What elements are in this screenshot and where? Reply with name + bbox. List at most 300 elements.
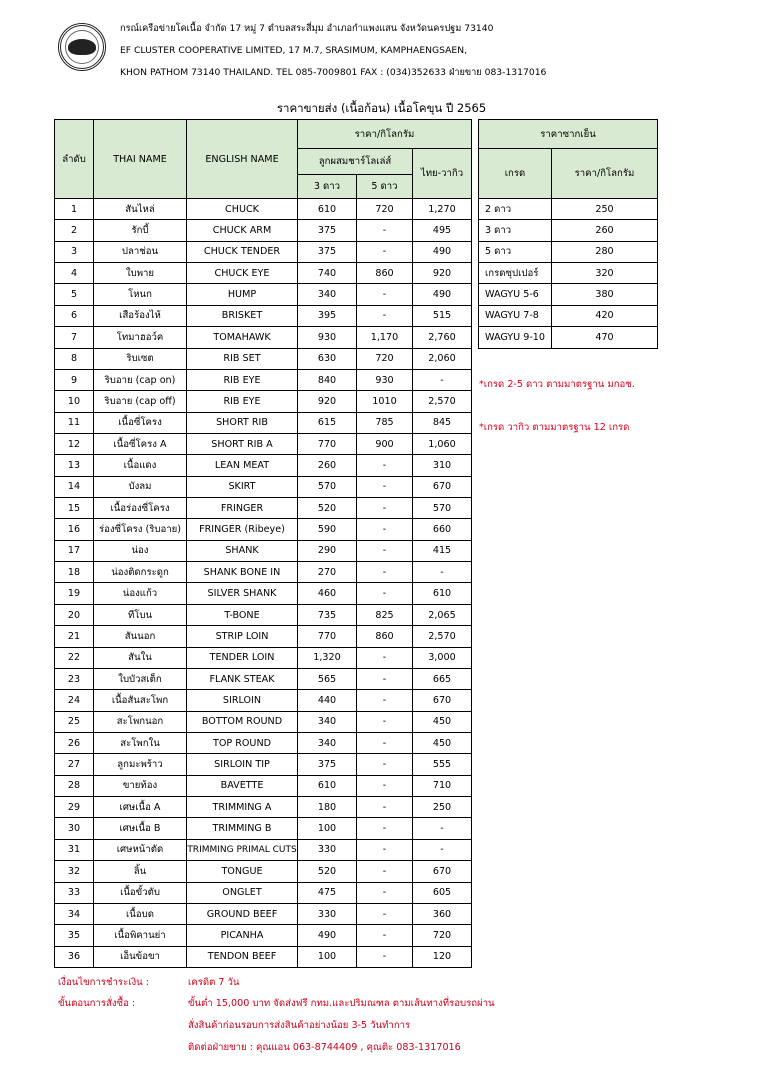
thai-name: ขายท้อง	[94, 775, 187, 796]
chilled-carcass-price-table	[478, 119, 658, 349]
row-no: 21	[55, 626, 94, 647]
thai-name: เนื้อขั้วตับ	[94, 882, 187, 903]
col-header-3-star: 3 ดาว	[298, 175, 357, 199]
row-no: 20	[55, 604, 94, 625]
english-name: TRIMMING B	[187, 818, 298, 839]
price-5-star: -	[357, 797, 413, 818]
price-thai-wagyu: 2,570	[413, 626, 472, 647]
price-5-star: -	[357, 647, 413, 668]
price-thai-wagyu: 605	[413, 882, 472, 903]
table-row	[55, 519, 472, 540]
row-no: 15	[55, 498, 94, 519]
price-3-star: 930	[298, 327, 357, 348]
thai-name: โหนก	[94, 284, 187, 305]
thai-name: สันนอก	[94, 626, 187, 647]
table-row	[55, 583, 472, 604]
row-no: 16	[55, 519, 94, 540]
thai-name: สะโพกใน	[94, 732, 187, 753]
row-no: 23	[55, 668, 94, 689]
price-thai-wagyu: -	[413, 562, 472, 583]
table-row	[55, 540, 472, 561]
thai-name: สันไหล่	[94, 199, 187, 220]
chilled-price: 320	[552, 263, 658, 284]
english-name: TRIMMING A	[187, 797, 298, 818]
english-name: TENDON BEEF	[187, 946, 298, 967]
table-row	[55, 348, 472, 369]
row-no: 17	[55, 540, 94, 561]
price-5-star: -	[357, 220, 413, 241]
price-5-star: -	[357, 519, 413, 540]
price-thai-wagyu: 450	[413, 732, 472, 753]
col-header-thai-name: THAI NAME	[94, 120, 187, 199]
table-row	[55, 305, 472, 326]
row-no: 30	[55, 818, 94, 839]
price-3-star: 340	[298, 711, 357, 732]
thai-name: เนื้อร่องซี่โครง	[94, 498, 187, 519]
order-steps-line2: สั่งสินค้าก่อนรอบการส่งสินค้าอย่างน้อย 3-5 วันทำการ	[188, 1020, 411, 1031]
table-row	[55, 946, 472, 967]
price-thai-wagyu: 670	[413, 476, 472, 497]
price-3-star: 440	[298, 690, 357, 711]
price-5-star: -	[357, 498, 413, 519]
chilled-table-title: ราคาซากเย็น	[479, 120, 658, 149]
table-row	[55, 903, 472, 924]
table-row	[55, 369, 472, 390]
price-3-star: 590	[298, 519, 357, 540]
col-header-thai-wagyu: ไทย-วากิว	[413, 149, 472, 199]
table-row	[55, 455, 472, 476]
price-thai-wagyu: 2,065	[413, 604, 472, 625]
grade: 5 ดาว	[479, 241, 552, 262]
row-no: 31	[55, 839, 94, 860]
thai-name: ริบอาย (cap off)	[94, 391, 187, 412]
price-3-star: 570	[298, 476, 357, 497]
thai-name: เศษเนื้อ B	[94, 818, 187, 839]
price-5-star: 900	[357, 433, 413, 454]
price-3-star: 340	[298, 732, 357, 753]
english-name: TOP ROUND	[187, 732, 298, 753]
price-3-star: 610	[298, 775, 357, 796]
grade-note-wagyu: *เกรด วากิว ตามมาตรฐาน 12 เกรด	[479, 422, 630, 433]
english-name: PICANHA	[187, 925, 298, 946]
row-no: 33	[55, 882, 94, 903]
table-row	[55, 861, 472, 882]
thai-name: เนื้อบด	[94, 903, 187, 924]
price-3-star: 770	[298, 626, 357, 647]
price-3-star: 340	[298, 284, 357, 305]
price-3-star: 100	[298, 946, 357, 967]
row-no: 2	[55, 220, 94, 241]
company-header	[58, 20, 748, 84]
price-3-star: 520	[298, 861, 357, 882]
price-5-star: -	[357, 668, 413, 689]
price-thai-wagyu: 2,760	[413, 327, 472, 348]
price-thai-wagyu: 495	[413, 220, 472, 241]
price-5-star: -	[357, 903, 413, 924]
table-row	[55, 925, 472, 946]
price-3-star: 565	[298, 668, 357, 689]
thai-name: น่อง	[94, 540, 187, 561]
table-row	[55, 476, 472, 497]
table-row	[55, 626, 472, 647]
english-name: FRINGER (Ribeye)	[187, 519, 298, 540]
price-5-star: -	[357, 732, 413, 753]
table-row	[55, 647, 472, 668]
wholesale-price-table	[54, 119, 472, 968]
thai-name: ร่องซี่โครง (ริบอาย)	[94, 519, 187, 540]
price-thai-wagyu: 120	[413, 946, 472, 967]
english-name: SKIRT	[187, 476, 298, 497]
thai-name: ทีโบน	[94, 604, 187, 625]
english-name: SHANK	[187, 540, 298, 561]
grade-note-stars: *เกรด 2-5 ดาว ตามมาตรฐาน มกอช.	[479, 379, 635, 390]
row-no: 12	[55, 433, 94, 454]
chilled-price: 420	[552, 305, 658, 326]
english-name: RIB EYE	[187, 391, 298, 412]
chilled-row	[479, 220, 658, 241]
price-thai-wagyu: 555	[413, 754, 472, 775]
thai-name: ริบอาย (cap on)	[94, 369, 187, 390]
price-3-star: 260	[298, 455, 357, 476]
price-3-star: 330	[298, 903, 357, 924]
price-3-star: 490	[298, 925, 357, 946]
price-thai-wagyu: 310	[413, 455, 472, 476]
col-header-5-star: 5 ดาว	[357, 175, 413, 199]
english-name: TONGUE	[187, 861, 298, 882]
price-3-star: 375	[298, 754, 357, 775]
price-thai-wagyu: 710	[413, 775, 472, 796]
row-no: 25	[55, 711, 94, 732]
price-5-star: -	[357, 305, 413, 326]
chilled-row	[479, 241, 658, 262]
price-thai-wagyu: 360	[413, 903, 472, 924]
english-name: HUMP	[187, 284, 298, 305]
chilled-price: 470	[552, 327, 658, 348]
table-row	[55, 284, 472, 305]
col-header-price-per-kg: ราคา/กิโลกรัม	[298, 120, 472, 149]
thai-name: เสือร้องไห้	[94, 305, 187, 326]
price-3-star: 395	[298, 305, 357, 326]
thai-name: เนื้อแดง	[94, 455, 187, 476]
price-3-star: 920	[298, 391, 357, 412]
thai-name: เนื้อสันสะโพก	[94, 690, 187, 711]
thai-name: เอ็นข้อขา	[94, 946, 187, 967]
thai-name: น่องติดกระดูก	[94, 562, 187, 583]
price-3-star: 770	[298, 433, 357, 454]
price-5-star: -	[357, 284, 413, 305]
chilled-price: 280	[552, 241, 658, 262]
row-no: 19	[55, 583, 94, 604]
price-3-star: 840	[298, 369, 357, 390]
thai-name: ปลาช่อน	[94, 241, 187, 262]
chilled-price: 260	[552, 220, 658, 241]
table-row	[55, 668, 472, 689]
price-5-star: -	[357, 241, 413, 262]
chilled-row	[479, 199, 658, 220]
price-thai-wagyu: 490	[413, 284, 472, 305]
english-name: STRIP LOIN	[187, 626, 298, 647]
price-thai-wagyu: -	[413, 818, 472, 839]
price-5-star: 720	[357, 199, 413, 220]
price-5-star: -	[357, 455, 413, 476]
price-thai-wagyu: 2,570	[413, 391, 472, 412]
thai-name: รักบี้	[94, 220, 187, 241]
payment-terms-label: เงื่อนไขการชำระเงิน :	[58, 977, 150, 988]
price-3-star: 270	[298, 562, 357, 583]
row-no: 22	[55, 647, 94, 668]
thai-name: สะโพกนอก	[94, 711, 187, 732]
price-3-star: 615	[298, 412, 357, 433]
order-steps-line1: ขั้นต่ำ 15,000 บาท จัดส่งฟรี กทม.และปริมณฑล ตามเส้นทางที่รอบรถผ่าน	[188, 998, 495, 1009]
col-header-no: ลำดับ	[55, 120, 94, 199]
price-3-star: 740	[298, 263, 357, 284]
table-row	[55, 775, 472, 796]
table-row	[55, 412, 472, 433]
english-name: CHUCK ARM	[187, 220, 298, 241]
thai-name: เนื้อซี่โครง A	[94, 433, 187, 454]
table-row	[55, 690, 472, 711]
table-row	[55, 327, 472, 348]
price-thai-wagyu: 670	[413, 861, 472, 882]
row-no: 10	[55, 391, 94, 412]
english-name: SHORT RIB	[187, 412, 298, 433]
english-name: BRISKET	[187, 305, 298, 326]
price-5-star: -	[357, 818, 413, 839]
price-thai-wagyu: 515	[413, 305, 472, 326]
price-5-star: 825	[357, 604, 413, 625]
price-thai-wagyu: 720	[413, 925, 472, 946]
price-3-star: 330	[298, 839, 357, 860]
row-no: 28	[55, 775, 94, 796]
page-title: ราคาขายส่ง (เนื้อก้อน) เนื้อโคขุน ปี 2565	[276, 101, 487, 115]
company-address-thai: กรณ์เครือข่ายโคเนื้อ จำกัด 17 หมู่ 7 ตำบลสระสี่มุม อำเภอกำแพงแสน จังหวัดนครปฐม 73140	[120, 23, 494, 34]
col-header-grade: เกรด	[479, 149, 552, 199]
price-5-star: -	[357, 690, 413, 711]
price-5-star: 1010	[357, 391, 413, 412]
grade: WAGYU 5-6	[479, 284, 552, 305]
row-no: 34	[55, 903, 94, 924]
price-3-star: 475	[298, 882, 357, 903]
table-row	[55, 711, 472, 732]
col-header-charolais: ลูกผสมชาร์โลเล่ส์	[298, 149, 413, 175]
row-no: 8	[55, 348, 94, 369]
row-no: 24	[55, 690, 94, 711]
grade: เกรดซุปเปอร์	[479, 263, 552, 284]
price-thai-wagyu: 415	[413, 540, 472, 561]
english-name: CHUCK TENDER	[187, 241, 298, 262]
english-name: LEAN MEAT	[187, 455, 298, 476]
thai-name: น่องแก้ว	[94, 583, 187, 604]
grade: WAGYU 9-10	[479, 327, 552, 348]
english-name: GROUND BEEF	[187, 903, 298, 924]
price-5-star: -	[357, 882, 413, 903]
price-5-star: -	[357, 754, 413, 775]
chilled-price: 250	[552, 199, 658, 220]
price-3-star: 180	[298, 797, 357, 818]
sales-contact: ติดต่อฝ่ายขาย : คุณแอน 063-8744409 , คุณติะ 083-1317016	[188, 1042, 461, 1053]
price-thai-wagyu: 920	[413, 263, 472, 284]
payment-terms-value: เครดิต 7 วัน	[188, 977, 240, 988]
thai-name: ริบเซต	[94, 348, 187, 369]
english-name: FRINGER	[187, 498, 298, 519]
price-3-star: 100	[298, 818, 357, 839]
thai-name: ลูกมะพร้าว	[94, 754, 187, 775]
thai-name: ใบพาย	[94, 263, 187, 284]
row-no: 27	[55, 754, 94, 775]
row-no: 35	[55, 925, 94, 946]
english-name: SIRLOIN	[187, 690, 298, 711]
price-5-star: -	[357, 946, 413, 967]
price-5-star: -	[357, 540, 413, 561]
chilled-row	[479, 263, 658, 284]
english-name: BAVETTE	[187, 775, 298, 796]
price-thai-wagyu: 670	[413, 690, 472, 711]
price-5-star: 860	[357, 263, 413, 284]
price-thai-wagyu: 3,000	[413, 647, 472, 668]
grade: 2 ดาว	[479, 199, 552, 220]
thai-name: เนื้อพิคานย่า	[94, 925, 187, 946]
table-row	[55, 882, 472, 903]
chilled-row	[479, 284, 658, 305]
english-name: TENDER LOIN	[187, 647, 298, 668]
price-thai-wagyu: -	[413, 839, 472, 860]
price-3-star: 375	[298, 220, 357, 241]
row-no: 26	[55, 732, 94, 753]
price-thai-wagyu: 490	[413, 241, 472, 262]
price-thai-wagyu: 250	[413, 797, 472, 818]
english-name: SHANK BONE IN	[187, 562, 298, 583]
row-no: 1	[55, 199, 94, 220]
row-no: 18	[55, 562, 94, 583]
price-thai-wagyu: 1,060	[413, 433, 472, 454]
table-row	[55, 433, 472, 454]
price-5-star: 930	[357, 369, 413, 390]
price-thai-wagyu: 2,060	[413, 348, 472, 369]
row-no: 5	[55, 284, 94, 305]
table-row	[55, 498, 472, 519]
company-contact: KHON PATHOM 73140 THAILAND. TEL 085-7009801 FAX : (034)352633 ฝ่ายขาย 083-1317016	[120, 67, 547, 78]
col-header-chilled-price: ราคา/กิโลกรัม	[552, 149, 658, 199]
price-3-star: 290	[298, 540, 357, 561]
english-name: RIB EYE	[187, 369, 298, 390]
row-no: 9	[55, 369, 94, 390]
col-header-english-name: ENGLISH NAME	[187, 120, 298, 199]
price-5-star: 720	[357, 348, 413, 369]
cooperative-logo-icon	[58, 23, 106, 71]
price-5-star: -	[357, 476, 413, 497]
row-no: 11	[55, 412, 94, 433]
chilled-row	[479, 327, 658, 348]
row-no: 14	[55, 476, 94, 497]
grade: 3 ดาว	[479, 220, 552, 241]
chilled-price: 380	[552, 284, 658, 305]
row-no: 13	[55, 455, 94, 476]
price-thai-wagyu: 665	[413, 668, 472, 689]
row-no: 6	[55, 305, 94, 326]
table-row	[55, 391, 472, 412]
chilled-row	[479, 305, 658, 326]
price-thai-wagyu: 570	[413, 498, 472, 519]
price-thai-wagyu: -	[413, 369, 472, 390]
price-5-star: -	[357, 839, 413, 860]
table-row	[55, 732, 472, 753]
price-3-star: 460	[298, 583, 357, 604]
row-no: 32	[55, 861, 94, 882]
thai-name: ลิ้น	[94, 861, 187, 882]
grade: WAGYU 7-8	[479, 305, 552, 326]
price-thai-wagyu: 450	[413, 711, 472, 732]
price-3-star: 375	[298, 241, 357, 262]
thai-name: บังลม	[94, 476, 187, 497]
price-3-star: 1,320	[298, 647, 357, 668]
price-thai-wagyu: 845	[413, 412, 472, 433]
price-5-star: -	[357, 711, 413, 732]
row-no: 29	[55, 797, 94, 818]
price-thai-wagyu: 1,270	[413, 199, 472, 220]
english-name: TRIMMING PRIMAL CUTS	[187, 839, 298, 860]
table-row	[55, 199, 472, 220]
thai-name: เนื้อซี่โครง	[94, 412, 187, 433]
order-steps-label: ขั้นตอนการสั่งซื้อ :	[58, 998, 136, 1009]
company-address-en: EF CLUSTER COOPERATIVE LIMITED, 17 M.7, SRASIMUM, KAMPHAENGSAEN,	[120, 45, 468, 56]
row-no: 7	[55, 327, 94, 348]
table-row	[55, 241, 472, 262]
table-row	[55, 839, 472, 860]
english-name: SHORT RIB A	[187, 433, 298, 454]
price-5-star: -	[357, 562, 413, 583]
row-no: 36	[55, 946, 94, 967]
thai-name: เศษเนื้อ A	[94, 797, 187, 818]
price-5-star: 785	[357, 412, 413, 433]
price-3-star: 520	[298, 498, 357, 519]
english-name: RIB SET	[187, 348, 298, 369]
english-name: BOTTOM ROUND	[187, 711, 298, 732]
price-5-star: -	[357, 861, 413, 882]
row-no: 4	[55, 263, 94, 284]
english-name: ONGLET	[187, 882, 298, 903]
table-row	[55, 604, 472, 625]
table-row	[55, 562, 472, 583]
price-5-star: -	[357, 775, 413, 796]
english-name: FLANK STEAK	[187, 668, 298, 689]
table-row	[55, 818, 472, 839]
english-name: SILVER SHANK	[187, 583, 298, 604]
price-5-star: 860	[357, 626, 413, 647]
row-no: 3	[55, 241, 94, 262]
english-name: TOMAHAWK	[187, 327, 298, 348]
price-5-star: 1,170	[357, 327, 413, 348]
price-3-star: 630	[298, 348, 357, 369]
thai-name: ใบบัวสเต็ก	[94, 668, 187, 689]
table-row	[55, 754, 472, 775]
thai-name: สันใน	[94, 647, 187, 668]
table-row	[55, 263, 472, 284]
price-3-star: 610	[298, 199, 357, 220]
price-5-star: -	[357, 583, 413, 604]
price-thai-wagyu: 660	[413, 519, 472, 540]
english-name: CHUCK EYE	[187, 263, 298, 284]
thai-name: โทมาฮอว์ค	[94, 327, 187, 348]
price-5-star: -	[357, 925, 413, 946]
english-name: SIRLOIN TIP	[187, 754, 298, 775]
price-thai-wagyu: 610	[413, 583, 472, 604]
thai-name: เศษหน้าตัด	[94, 839, 187, 860]
english-name: T-BONE	[187, 604, 298, 625]
table-row	[55, 797, 472, 818]
price-3-star: 735	[298, 604, 357, 625]
table-row	[55, 220, 472, 241]
english-name: CHUCK	[187, 199, 298, 220]
